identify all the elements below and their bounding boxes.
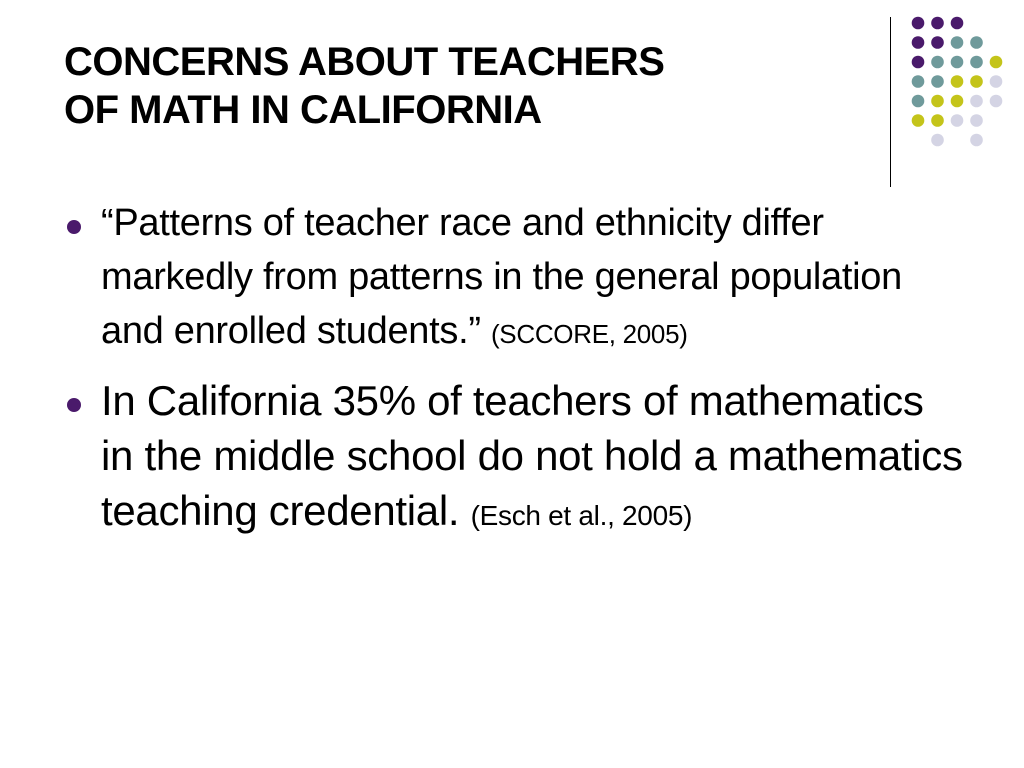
decorative-dot	[931, 114, 944, 127]
decorative-dot	[990, 95, 1003, 108]
bullet-dot-icon	[67, 398, 81, 412]
decorative-dot	[951, 75, 964, 88]
decorative-dot	[912, 95, 925, 108]
dot-grid-icon	[0, 0, 1024, 200]
decorative-dot	[951, 95, 964, 108]
decorative-dot	[912, 56, 925, 69]
bullet-citation: (Esch et al., 2005)	[470, 500, 693, 531]
decorative-dot	[970, 95, 983, 108]
decorative-dot	[912, 36, 925, 49]
decorative-dot	[990, 75, 1003, 88]
decorative-dot	[931, 17, 944, 30]
decorative-dot	[931, 56, 944, 69]
slide-title-line-2: OF MATH IN CALIFORNIA	[64, 88, 542, 132]
decorative-dot	[970, 114, 983, 127]
decorative-dot	[912, 75, 925, 88]
decorative-dot	[951, 17, 964, 30]
decorative-dot	[970, 134, 983, 147]
decorative-dot	[970, 36, 983, 49]
slide-title-line-1: CONCERNS ABOUT TEACHERS	[64, 40, 665, 84]
decorative-dot	[931, 95, 944, 108]
bullet-text: In California 35% of teachers of mathematics in the middle school do not hold a mathematics teaching credential.	[101, 377, 963, 534]
decorative-dot	[951, 114, 964, 127]
decorative-dot	[931, 36, 944, 49]
decorative-dot	[912, 17, 925, 30]
bullet-dot-icon	[67, 220, 81, 234]
decorative-dot	[931, 134, 944, 147]
decorative-dot	[951, 56, 964, 69]
decorative-dot	[990, 56, 1003, 69]
bullet-item-credential	[64, 373, 964, 543]
decorative-dot	[970, 56, 983, 69]
bullet-text: “Patterns of teacher race and ethnicity differ markedly from patterns in the general population and enrolled students.”	[101, 202, 902, 352]
decorative-dot	[970, 75, 983, 88]
bullet-item-race-ethnicity	[64, 196, 964, 361]
decorative-dot	[951, 36, 964, 49]
decorative-dot	[912, 114, 925, 127]
decorative-dot	[931, 75, 944, 88]
bullet-citation: (SCCORE, 2005)	[490, 319, 688, 349]
bullet-list	[64, 196, 964, 543]
